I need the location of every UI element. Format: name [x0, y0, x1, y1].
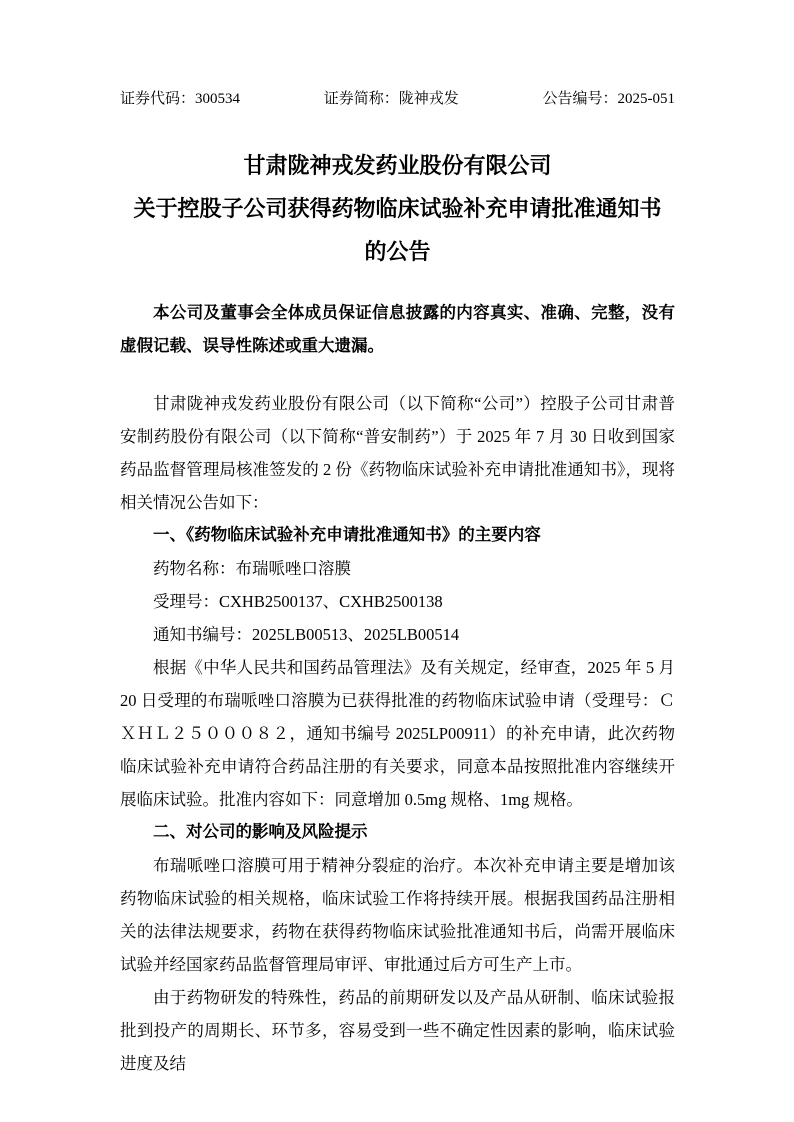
- notice-number-line: 通知书编号：2025LB00513、2025LB00514: [153, 625, 460, 644]
- section2-paragraph-1: 布瑞哌唑口溶膜可用于精神分裂症的治疗。本次补充申请主要是增加该药物临床试验的相关规格，临床试验工作将持续开展。根据我国药品注册相关的法律法规要求，药物在获得药物临床试验批准通知书后，尚需开展临床试验并经国家药品监督管理局审评、审批通过后方可生产上市。: [120, 856, 675, 974]
- section2-paragraph-2: 由于药物研发的特殊性，药品的前期研发以及产品从研制、临床试验报批到投产的周期长、环节多，容易受到一些不确定性因素的影响，临床试验进度及结: [120, 988, 675, 1073]
- disclaimer-paragraph: 本公司及董事会全体成员保证信息披露的内容真实、准确、完整，没有虚假记载、误导性陈述或重大遗漏。: [120, 304, 675, 355]
- drug-name-line: 药物名称：布瑞哌唑口溶膜: [153, 559, 351, 578]
- title-line-company: 甘肃陇神戎发药业股份有限公司: [243, 153, 552, 178]
- section1-body-paragraph: 根据《中华人民共和国药品管理法》及有关规定，经审查，2025 年 5 月 20 日受理的布瑞哌唑口溶膜为已获得批准的药物临床试验申请（受理号：ＣＸＨＬ２５０００８２，通知书编号 2025LP00911）的补充申请，此次药物临床试验补充申请符合药品注册的有关要求，同意本品按照批准内容继续开展临床试验。批准内容如下：同意增加 0.5mg 规格、1mg 规格。: [120, 658, 675, 809]
- title-line-subject: 关于控股子公司获得药物临床试验补充申请批准通知书: [133, 196, 662, 221]
- document-header: [120, 88, 675, 110]
- section1-heading: 一、《药物临床试验补充申请批准通知书》的主要内容: [153, 526, 541, 544]
- stock-code: 证券代码：300534: [120, 91, 241, 107]
- section2-heading: 二、对公司的影响及风险提示: [153, 823, 368, 841]
- title-line-suffix: 的公告: [364, 239, 431, 264]
- intro-paragraph: 甘肃陇神戎发药业股份有限公司（以下简称“公司”）控股子公司甘肃普安制药股份有限公司（以下简称“普安制药”）于 2025 年 7 月 30 日收到国家药品监督管理局核准签发的 2 份《药物临床试验补充申请批准通知书》，现将相关情况公告如下：: [120, 394, 675, 512]
- acceptance-number-line: 受理号：CXHB2500137、CXHB2500138: [153, 592, 443, 611]
- document-title: [120, 144, 675, 273]
- document-body: [120, 387, 675, 1080]
- announcement-number: 公告编号：2025-051: [542, 91, 675, 107]
- stock-abbr: 证券简称：陇神戎发: [323, 91, 459, 107]
